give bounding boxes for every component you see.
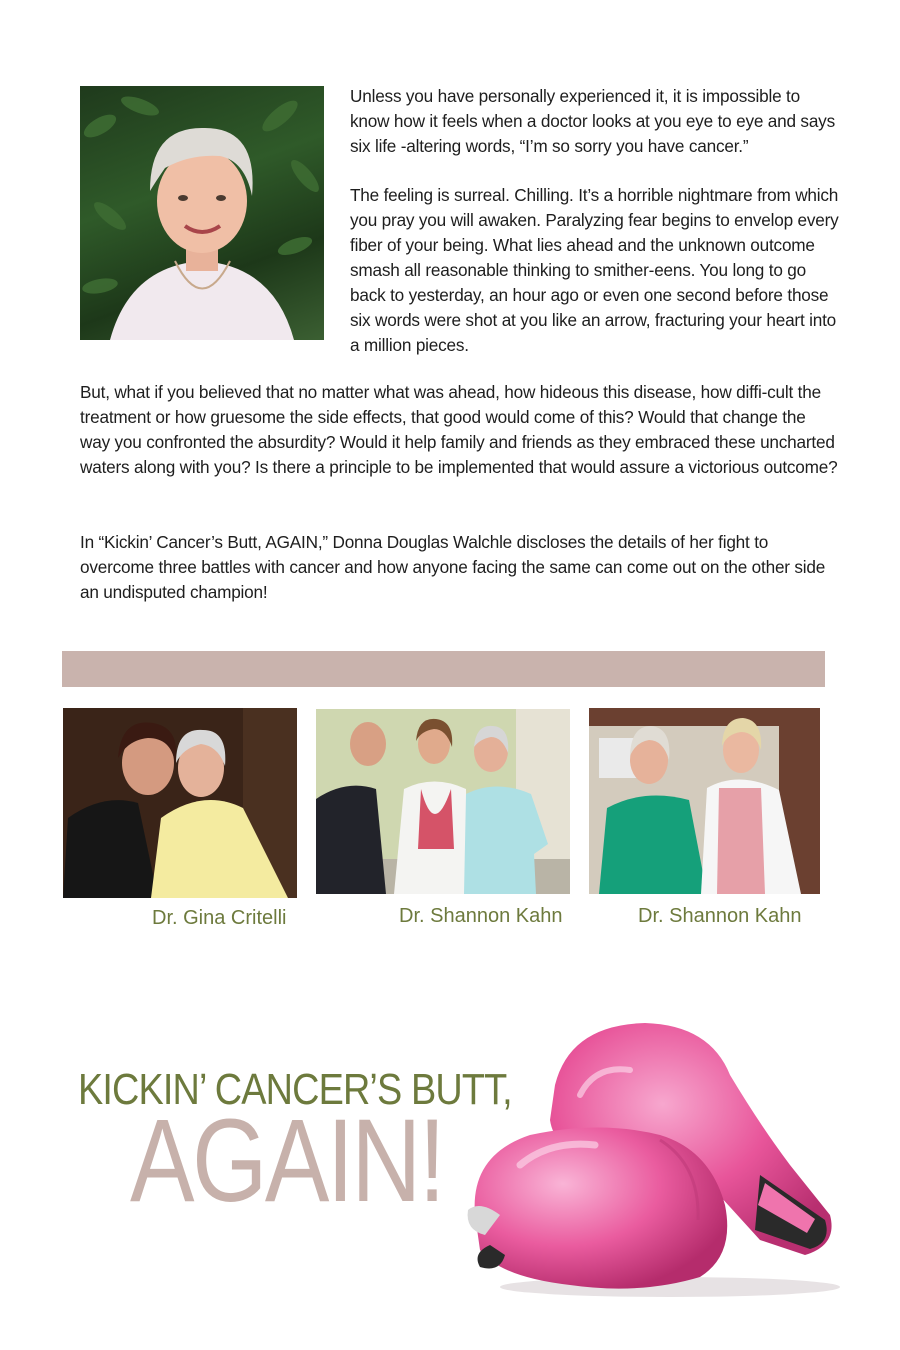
author-photo [80,86,324,340]
photo-caption-2: Dr. Shannon Kahn [399,905,563,927]
intro-paragraph-1: Unless you have personally experienced it, it is impossible to know how it feels when a doctor looks at you eye to eye and says six life -altering words, “I’m so sorry you have cancer.” [350,86,835,156]
intro-paragraph-4: In “Kickin’ Cancer’s Butt, AGAIN,” Donna Douglas Walchle discloses the details of her fight to overcome three battles with cancer and how anyone facing the same can come out on the other side an undisputed champion! [80,532,826,602]
doctor-photo-2 [316,709,570,894]
intro-paragraph-3: But, what if you believed that no matter what was ahead, how hideous this disease, how diffi-cult the treatment or how gruesome the side effects, that good would come of this? Would that change the way you confronted the absurdity? Would it help family and friends as they embraced these uncharted waters along with you? Is there a principle to be implemented that would assure a victorious outcome? [80,382,838,477]
intro-paragraph-2: The feeling is surreal. Chilling. It’s a horrible nightmare from which you pray you will awaken. Paralyzing fear begins to envelop every fiber of your being. What lies ahead and the unknown outcome smash all reasonable thinking to smither-eens. You long to go back to yesterday, an hour ago or even one second before those six words were shot at you like an arrow, fracturing your heart into a million pieces. [350,185,839,355]
photo-caption-3: Dr. Shannon Kahn [638,905,802,927]
divider-band [62,651,825,687]
boxing-gloves-image [460,1015,850,1305]
book-title-line-1: KICKIN’ CANCER’S BUTT, [78,1065,512,1114]
doctor-photo-3 [589,708,820,894]
book-title-line-2: AGAIN! [130,1095,444,1227]
photo-caption-1: Dr. Gina Critelli [152,907,287,929]
doctor-photo-1 [63,708,297,898]
